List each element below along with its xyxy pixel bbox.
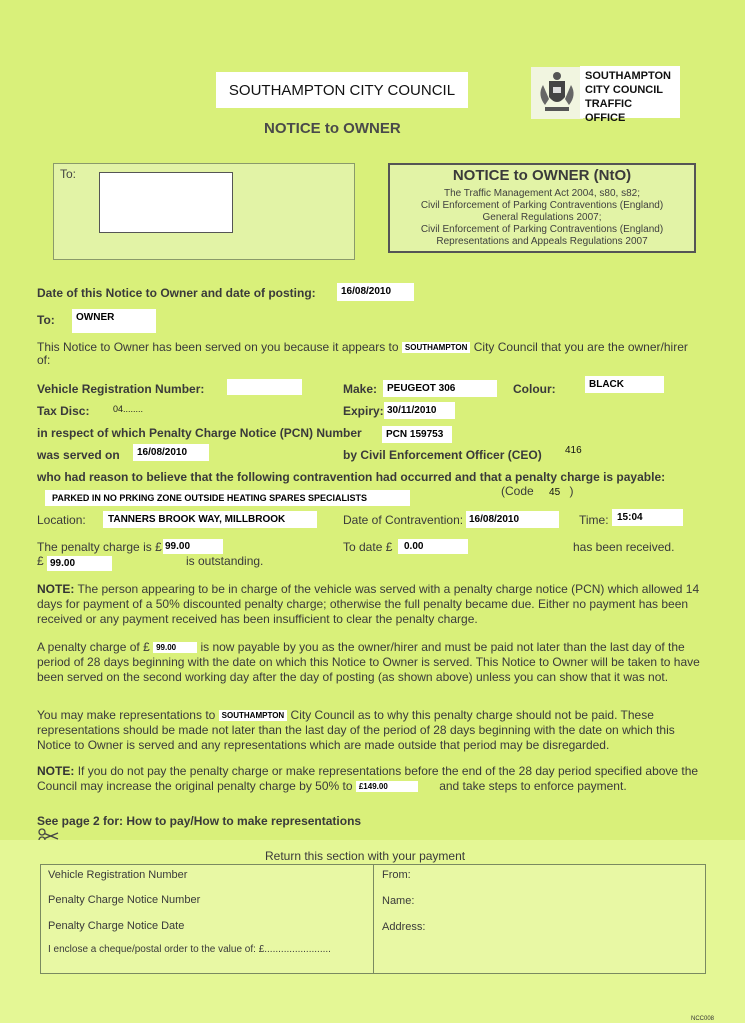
pcn-value	[382, 426, 452, 443]
slip-address-label: Address:	[382, 921, 426, 933]
reps-text: You may make representations to	[37, 708, 216, 722]
served-text: City Council that you are the owner/hirer	[473, 340, 688, 354]
traffic-office-box	[580, 66, 680, 124]
ceo-label: by Civil Enforcement Officer (CEO)	[343, 448, 542, 462]
return-slip-table	[40, 864, 706, 974]
note-paragraph	[37, 582, 702, 627]
note2-text: and take steps to enforce payment.	[439, 779, 627, 793]
slip-from-label: From:	[382, 869, 411, 881]
payable-value: 99.00	[153, 642, 197, 653]
location-text: TANNERS BROOK WAY, MILLBROOK	[108, 514, 286, 525]
served-council: SOUTHAMPTON	[402, 342, 471, 353]
outstanding-label: is outstanding.	[186, 554, 264, 568]
address-box	[53, 163, 355, 260]
legal-title: NOTICE to OWNER (NtO)	[452, 167, 632, 184]
page-subtitle: NOTICE to OWNER	[264, 120, 401, 137]
address-to-label: To:	[60, 167, 77, 181]
todate-value	[398, 539, 468, 554]
colour-label: Colour:	[513, 382, 556, 396]
payable-text: is now payable by you as the owner/hirer and must be paid not later than the last day of the period of 28 days beginning with the date on which this Notice to Owner is served. This Notice to Owner will be taken to have been served on the second working day after the day of posting (as shown above) unless you can show that it was not.	[37, 640, 700, 684]
legal-line: General Regulations 2007;	[482, 212, 602, 223]
legal-line: Civil Enforcement of Parking Contraventions (England)	[420, 224, 664, 235]
council-crest-icon	[531, 67, 583, 119]
time-text: 15:04	[617, 512, 643, 523]
note-bold: NOTE:	[37, 582, 75, 596]
tax-disc-label: Tax Disc:	[37, 404, 90, 418]
served-statement	[37, 341, 697, 367]
legal-box	[388, 163, 696, 253]
legal-line: Civil Enforcement of Parking Contraventions (England)	[420, 200, 664, 211]
location-label: Location:	[37, 513, 86, 527]
make-value-text: PEUGEOT 306	[387, 383, 456, 394]
make-value	[383, 380, 497, 397]
return-slip-section	[0, 840, 745, 1023]
note-text: The person appearing to be in charge of the vehicle was served with a penalty charge notice (PCN) which allowed 14 days for payment of a 50% discounted penalty charge; otherwise the full penalty became due. Either no payment has been received or any payment received has been insufficient to clear the penalty charge.	[37, 582, 700, 626]
todate-text: 0.00	[404, 541, 424, 552]
time-value	[612, 509, 683, 526]
legal-line: Representations and Appeals Regulations 2007	[436, 236, 648, 247]
notice-date-text: 16/08/2010	[341, 286, 392, 297]
slip-pcn-number-label: Penalty Charge Notice Number	[48, 894, 201, 906]
reason-label: who had reason to believe that the following contravention had occurred and that a penalty charge is payable:	[37, 470, 666, 484]
served-text-of: of:	[37, 353, 51, 367]
penalty-label: The penalty charge is £	[37, 540, 162, 554]
note2-text: If you do not pay the penalty charge or make representations before the end of the 28 day period specified above the Council may increase the original penalty charge by 50% to	[37, 764, 699, 793]
traffic-office-line: CITY COUNCIL	[585, 84, 664, 96]
penalty-value	[163, 539, 223, 554]
reps-paragraph	[37, 708, 702, 753]
slip-vrn-label: Vehicle Registration Number	[48, 869, 188, 881]
doc-text: 16/08/2010	[469, 514, 520, 525]
note2-paragraph	[37, 764, 702, 794]
vrn-label: Vehicle Registration Number:	[37, 382, 205, 396]
outstanding-text: 99.00	[50, 558, 76, 569]
code-close: )	[569, 484, 574, 498]
code-value: 45	[549, 487, 561, 498]
address-window	[99, 172, 233, 233]
return-slip-divider	[373, 865, 374, 973]
council-name: SOUTHAMPTON CITY COUNCIL	[228, 81, 456, 99]
colour-value-text: BLACK	[589, 379, 624, 390]
time-label: Time:	[579, 513, 609, 527]
slip-enclose-label: I enclose a cheque/postal order to the value of: £........................	[48, 944, 331, 955]
ceo-value: 416	[565, 445, 582, 456]
vrn-value-box	[227, 379, 302, 395]
expiry-label: Expiry:	[343, 404, 384, 418]
pcn-label: in respect of which Penalty Charge Notice (PCN) Number	[37, 426, 362, 440]
served-on-value	[133, 444, 209, 461]
see-page-two: See page 2 for: How to pay/How to make representations	[37, 814, 362, 828]
location-value	[103, 511, 317, 528]
legal-line: The Traffic Management Act 2004, s80, s82;	[443, 188, 641, 199]
make-label: Make:	[343, 382, 378, 396]
council-name-box	[216, 72, 468, 108]
served-on-text: 16/08/2010	[137, 447, 188, 458]
traffic-office-line: SOUTHAMPTON	[585, 70, 671, 82]
todate-label: To date £	[343, 540, 393, 554]
slip-name-label: Name:	[382, 895, 415, 907]
pcn-value-text: PCN 159753	[386, 429, 444, 440]
notice-date-value	[337, 283, 414, 301]
note2-value: £149.00	[356, 781, 418, 792]
received-label: has been received.	[573, 540, 675, 554]
to-value	[72, 309, 156, 333]
traffic-office-line: TRAFFIC OFFICE	[585, 98, 633, 124]
expiry-value-text: 30/11/2010	[387, 405, 437, 416]
to-value-text: OWNER	[76, 312, 115, 323]
to-label: To:	[37, 313, 55, 327]
expiry-value	[384, 402, 455, 419]
outstanding-value	[47, 556, 112, 571]
pound-sign: £	[37, 554, 44, 568]
penalty-text: 99.00	[165, 541, 191, 552]
served-on-label: was served on	[37, 448, 120, 462]
reps-text: City Council as to why this penalty charge should not be paid. These representations should be made not later than the last day of the period of 28 days beginning with the date on which this Notice to Owner is served and any representations which are made outside that period may be disregarded.	[37, 708, 675, 752]
notice-date-label: Date of this Notice to Owner and date of posting:	[37, 286, 316, 300]
footer-code: NCC008	[691, 1016, 715, 1022]
return-slip-title: Return this section with your payment	[265, 849, 466, 863]
payable-paragraph	[37, 640, 702, 685]
code-label: (Code	[501, 484, 534, 498]
contravention-value	[45, 490, 410, 506]
tax-disc-value: 04........	[113, 404, 144, 414]
doc-label: Date of Contravention:	[343, 513, 464, 527]
slip-pcn-date-label: Penalty Charge Notice Date	[48, 920, 185, 932]
payable-text: A penalty charge of £	[37, 640, 150, 654]
reps-council: SOUTHAMPTON	[219, 710, 288, 721]
code-group	[501, 484, 574, 498]
colour-value	[585, 376, 664, 393]
contravention-text: PARKED IN NO PRKING ZONE OUTSIDE HEATING SPARES SPECIALISTS	[52, 493, 368, 503]
served-text: This Notice to Owner has been served on you because it appears to	[37, 340, 399, 354]
doc-value	[466, 511, 559, 528]
note2-bold: NOTE:	[37, 764, 75, 778]
